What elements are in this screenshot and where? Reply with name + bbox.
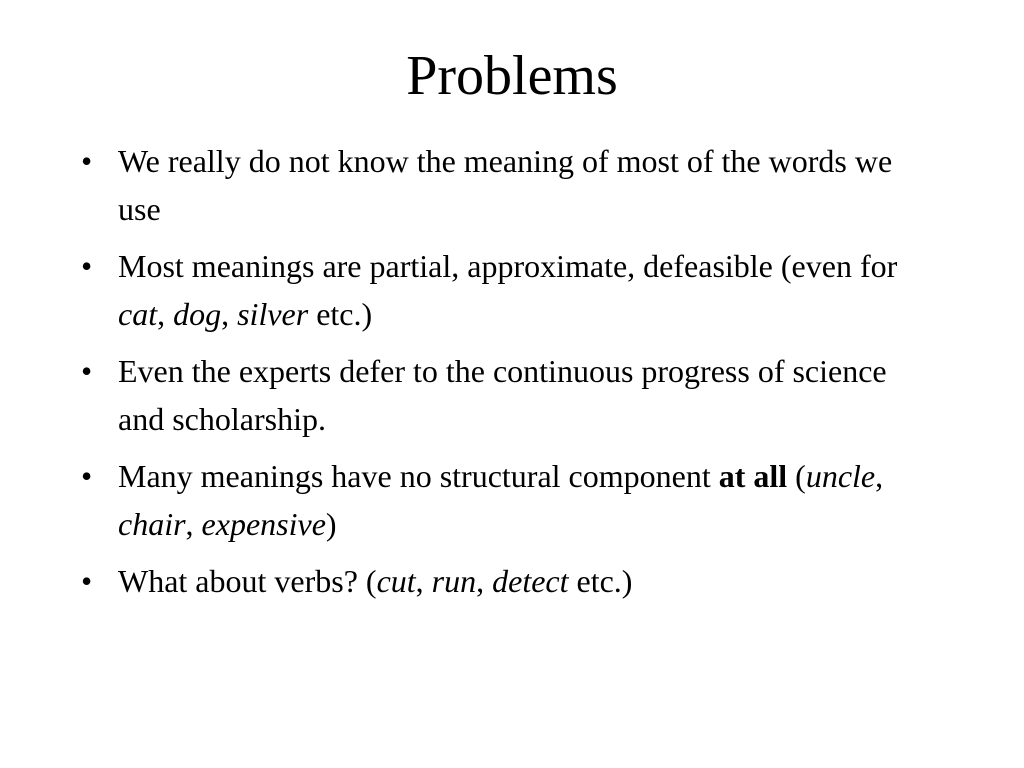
bullet-text (118, 563, 632, 599)
bullet-icon: • (81, 353, 93, 389)
bullet-text (118, 248, 897, 332)
text-segment: , (157, 296, 174, 332)
text-segment: ( (787, 458, 806, 494)
example-word: cat (118, 296, 158, 332)
text-segment: Many meanings have no structural component (118, 458, 719, 494)
bullet-icon: • (81, 563, 93, 599)
text-segment: ) (325, 506, 337, 542)
example-word: detect (492, 563, 569, 599)
example-word: expensive (201, 506, 326, 542)
text-segment: , (221, 296, 238, 332)
emphasis-text: at all (718, 458, 788, 494)
text-segment: We really do not know the meaning of most of the words we use (118, 143, 893, 227)
slide-title: Problems (406, 45, 618, 107)
bullet-item (76, 452, 936, 548)
bullet-item (76, 347, 936, 443)
example-word: dog (173, 296, 222, 332)
text-segment: , (875, 458, 884, 494)
example-word: silver (237, 296, 309, 332)
bullet-item (76, 137, 936, 233)
text-segment: etc.) (568, 563, 633, 599)
bullet-icon: • (81, 458, 93, 494)
text-segment: Even the experts defer to the continuous progress of science and scholarship. (118, 353, 887, 437)
bullet-item (76, 242, 936, 338)
text-segment: etc.) (308, 296, 373, 332)
bullet-text (118, 458, 883, 542)
example-word: run (431, 563, 477, 599)
example-word: chair (118, 506, 186, 542)
example-word: cut (376, 563, 416, 599)
bullet-text (118, 143, 892, 227)
example-word: uncle (805, 458, 876, 494)
bullet-text (118, 353, 887, 437)
text-segment: Most meanings are partial, approximate, defeasible (even for (118, 248, 898, 284)
text-segment: What about verbs? ( (118, 563, 377, 599)
bullet-icon: • (81, 143, 93, 179)
text-segment: , (476, 563, 493, 599)
bullet-list (76, 137, 936, 614)
bullet-icon: • (81, 248, 93, 284)
text-segment: , (185, 506, 202, 542)
text-segment: , (415, 563, 432, 599)
bullet-item (76, 557, 936, 605)
